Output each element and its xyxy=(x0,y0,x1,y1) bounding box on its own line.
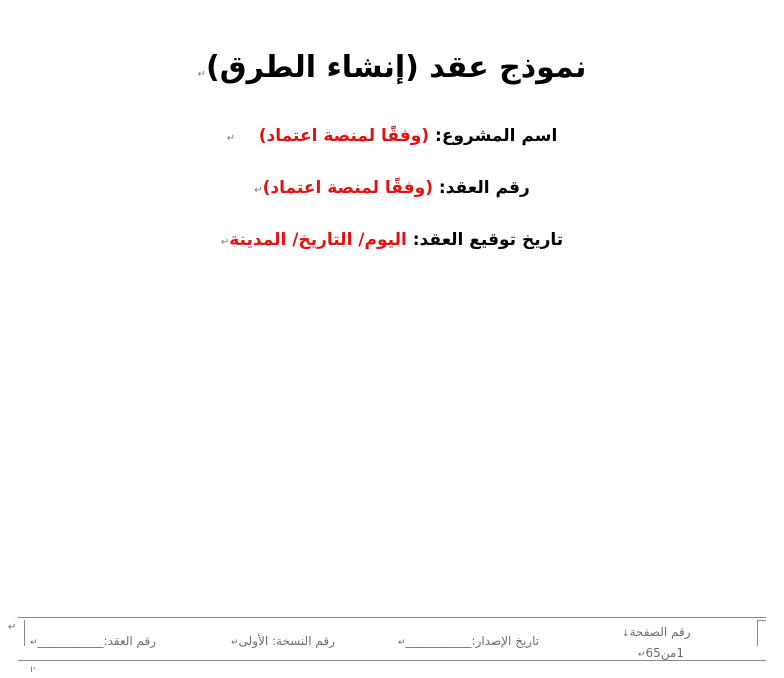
cell-mark: ↵ xyxy=(231,638,239,648)
footer-contract-number-cell xyxy=(30,633,156,651)
contract-number-label: رقم العقد: xyxy=(438,178,530,198)
project-name-line xyxy=(0,123,784,152)
footer-page-number: 1من65 xyxy=(645,646,685,660)
project-name-value: (وفقًا لمنصة اعتماد) xyxy=(258,126,430,146)
footer-issue-date: تاريخ الإصدار:___________ xyxy=(405,634,540,648)
footer-page-number-cell xyxy=(638,645,684,663)
footer-version-cell xyxy=(231,633,335,651)
footer-version: رقم النسخة: الأولى xyxy=(238,634,335,648)
paragraph-mark: ↵ xyxy=(197,69,207,80)
signing-date-label: تاريخ توقيع العقد: xyxy=(412,230,564,250)
footer-left-border xyxy=(24,620,25,646)
cell-mark: ↵ xyxy=(638,650,646,660)
footer-page-label-cell xyxy=(622,624,691,642)
paragraph-mark: ↵ xyxy=(254,185,263,196)
footer-right-border xyxy=(757,620,758,646)
footer-corner xyxy=(758,620,766,621)
footer-top-border xyxy=(18,617,766,618)
signing-date-value: اليوم/ التاريخ/ المدينة xyxy=(229,230,407,250)
cell-mark: ↵ xyxy=(30,638,38,648)
project-name-label: اسم المشروع: xyxy=(435,126,558,146)
footer-contract-number: رقم العقد:___________ xyxy=(37,634,157,648)
contract-number-value: (وفقًا لمنصة اعتماد) xyxy=(262,178,433,198)
contract-number-line xyxy=(0,175,784,204)
down-arrow-icon: ↓ xyxy=(622,629,630,639)
footer-issue-date-cell xyxy=(398,633,539,651)
paragraph-mark: ↵ xyxy=(220,237,230,248)
signing-date-line xyxy=(0,227,784,256)
footer-page-label: رقم الصفحة xyxy=(629,625,691,639)
paragraph-mark: ↵ xyxy=(226,133,236,144)
end-mark: ·ı xyxy=(30,664,36,675)
cell-mark: ↵ xyxy=(398,638,406,648)
title-text: نموذج عقد (إنشاء الطرق) xyxy=(206,50,587,85)
document-title xyxy=(0,46,784,97)
return-mark: ↵ xyxy=(8,622,17,633)
